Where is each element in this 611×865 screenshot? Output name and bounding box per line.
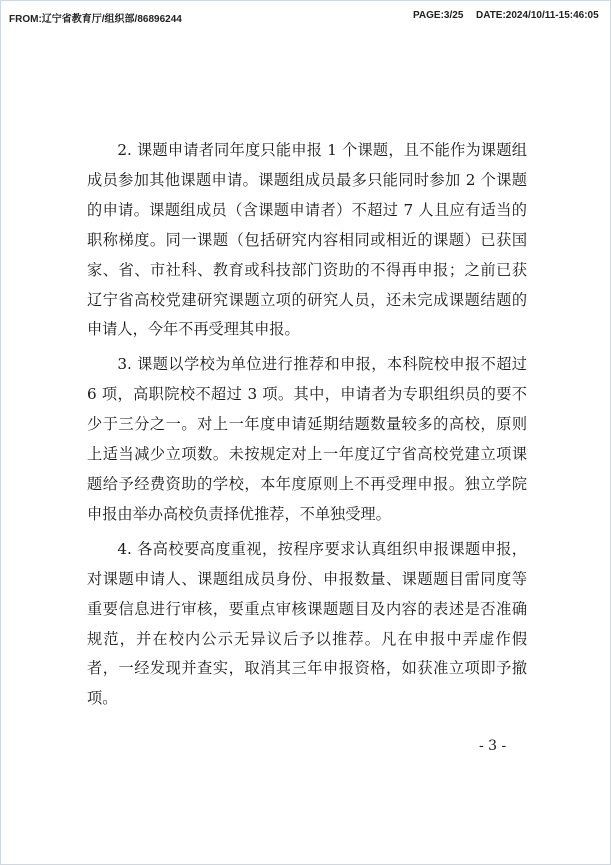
page-number: - 3 - <box>479 738 507 754</box>
fax-header <box>9 10 602 24</box>
paragraph-item-4: 4. 各高校要高度重视，按程序要求认真组织申报课题申报，对课题申请人、课题组成员身份、申报数量、课题题目雷同度等重要信息进行审核，要重点审核课题题目及内容的表述是否准确规范，并在校内公示无异议后予以推荐。凡在申报中弄虚作假者，一经发现并查实，取消其三年申报资格，如获准立项即予撤项。 <box>87 539 527 708</box>
paragraph-item-2: 2. 课题申请者同年度只能申报 1 个课题，且不能作为课题组成员参加其他课题申请。课题组成员最多只能同时参加 2 个课题的申请。课题组成员（含课题申请者）不超过 7 人且应有适当的职称梯度。同一课题（包括研究内容相同或相近的课题）已获国家、省、市社科、教育或科技部门资助的不得再申报；之前已获辽宁省高校党建研究课题立项的研究人员，还未完成课题结题的申请人，今年不再受理其申报。 <box>87 141 527 339</box>
fax-page-count: PAGE:3/25 <box>413 10 464 21</box>
fax-sender: FROM:辽宁省教育厅/组织部/86896244 <box>9 14 182 25</box>
paragraph-item-3: 3. 课题以学校为单位进行推荐和申报，本科院校申报不超过 6 项，高职院校不超过 3 项。其中，申请者为专职组织员的要不少于三分之一。对上一年度申请延期结题数量较多的高校，原则上适当减少立项数。未按规定对上一年度辽宁省高校党建立项课题给予经费资助的学校，本年度原则上不再受理申报。独立学院申报由举办高校负责择优推荐，不单独受理。 <box>87 355 527 523</box>
document-body <box>87 136 527 719</box>
fax-date: DATE:2024/10/11-15:46:05 <box>476 10 599 21</box>
